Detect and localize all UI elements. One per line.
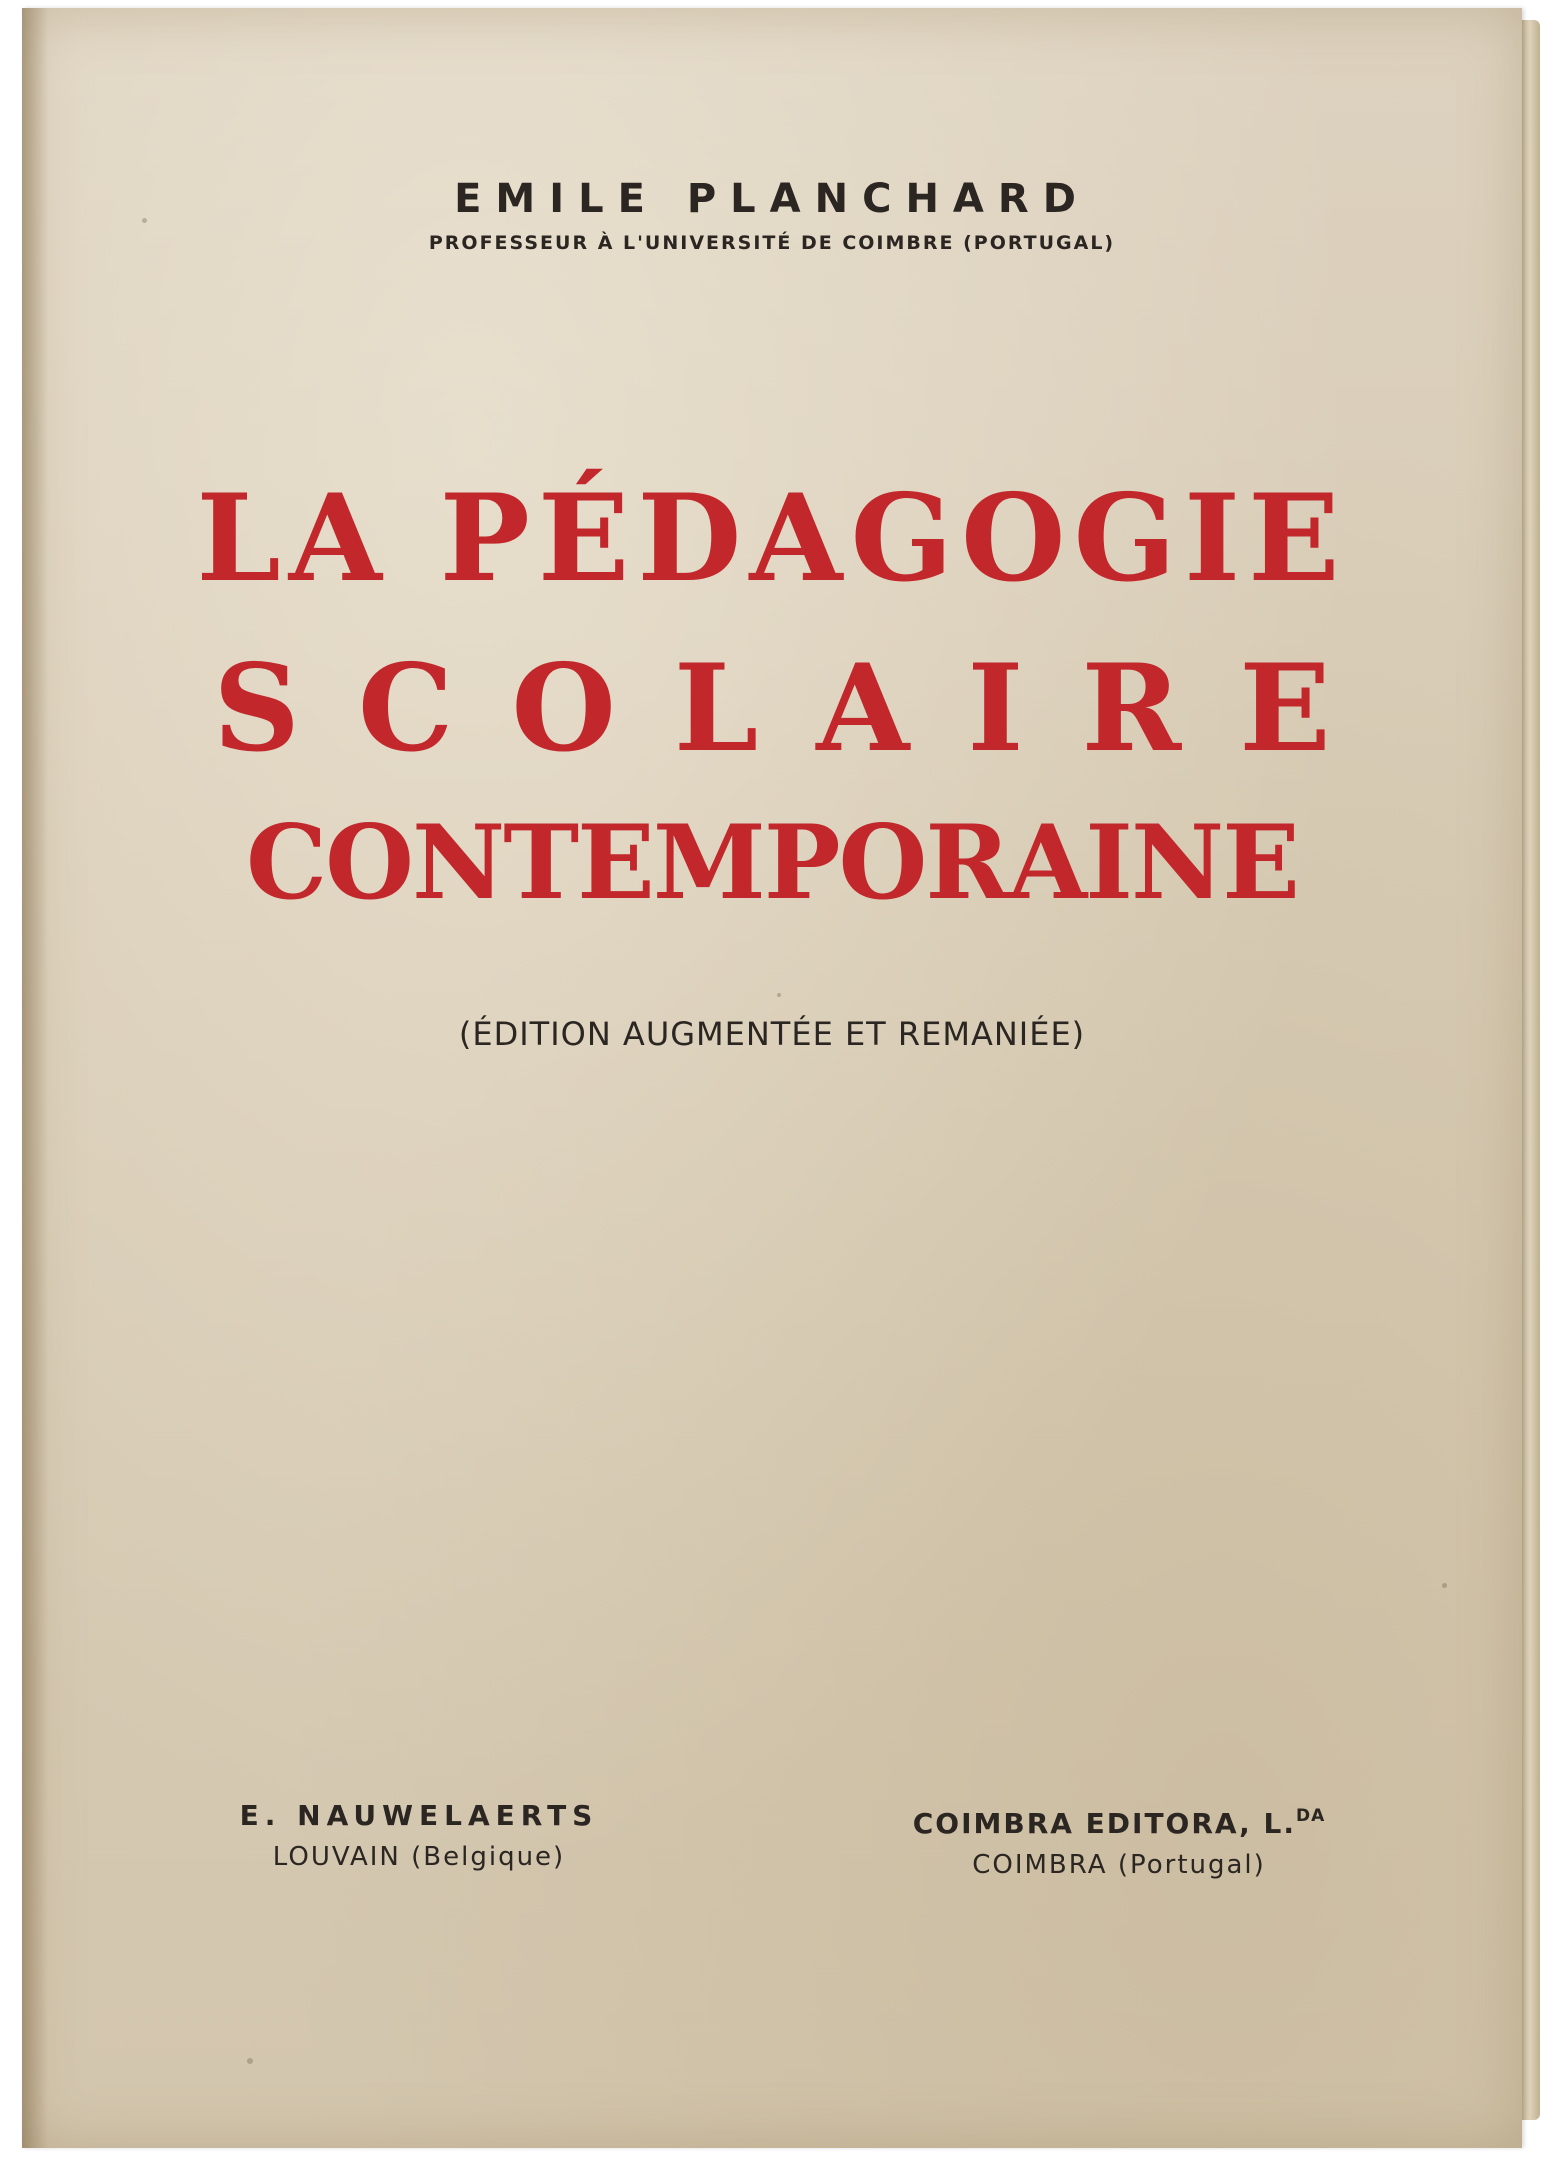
author-affiliation: PROFESSEUR À L'UNIVERSITÉ DE COIMBRE (PORTUGAL) bbox=[428, 232, 1116, 254]
title-line-3: CONTEMPORAINE bbox=[246, 803, 1298, 923]
publisher-left bbox=[139, 1796, 699, 1878]
paper-speck bbox=[777, 993, 781, 997]
edition-note: (ÉDITION AUGMENTÉE ET REMANIÉE) bbox=[458, 1015, 1086, 1053]
publisher-left-name: E. NAUWELAERTS bbox=[239, 1799, 599, 1832]
author-name: EMILE PLANCHARD bbox=[454, 176, 1090, 222]
title-line-1: LA PÉDAGOGIE bbox=[196, 468, 1348, 609]
book-cover bbox=[22, 8, 1522, 2148]
paper-speck bbox=[1442, 1583, 1447, 1588]
paper-speck bbox=[247, 2058, 253, 2064]
publisher-right-name: COIMBRA EDITORA, L. bbox=[912, 1807, 1296, 1840]
title-line-2: SCOLAIRE bbox=[213, 638, 1389, 779]
publisher-right-name-line bbox=[839, 1796, 1399, 1844]
publisher-right-city: COIMBRA (Portugal) bbox=[972, 1850, 1266, 1880]
spine-shadow bbox=[22, 8, 48, 2148]
publisher-right-superscript: DA bbox=[1295, 1806, 1326, 1826]
publisher-right bbox=[839, 1796, 1399, 1886]
paper-speck bbox=[142, 218, 147, 223]
publisher-left-city: LOUVAIN (Belgique) bbox=[272, 1842, 566, 1872]
